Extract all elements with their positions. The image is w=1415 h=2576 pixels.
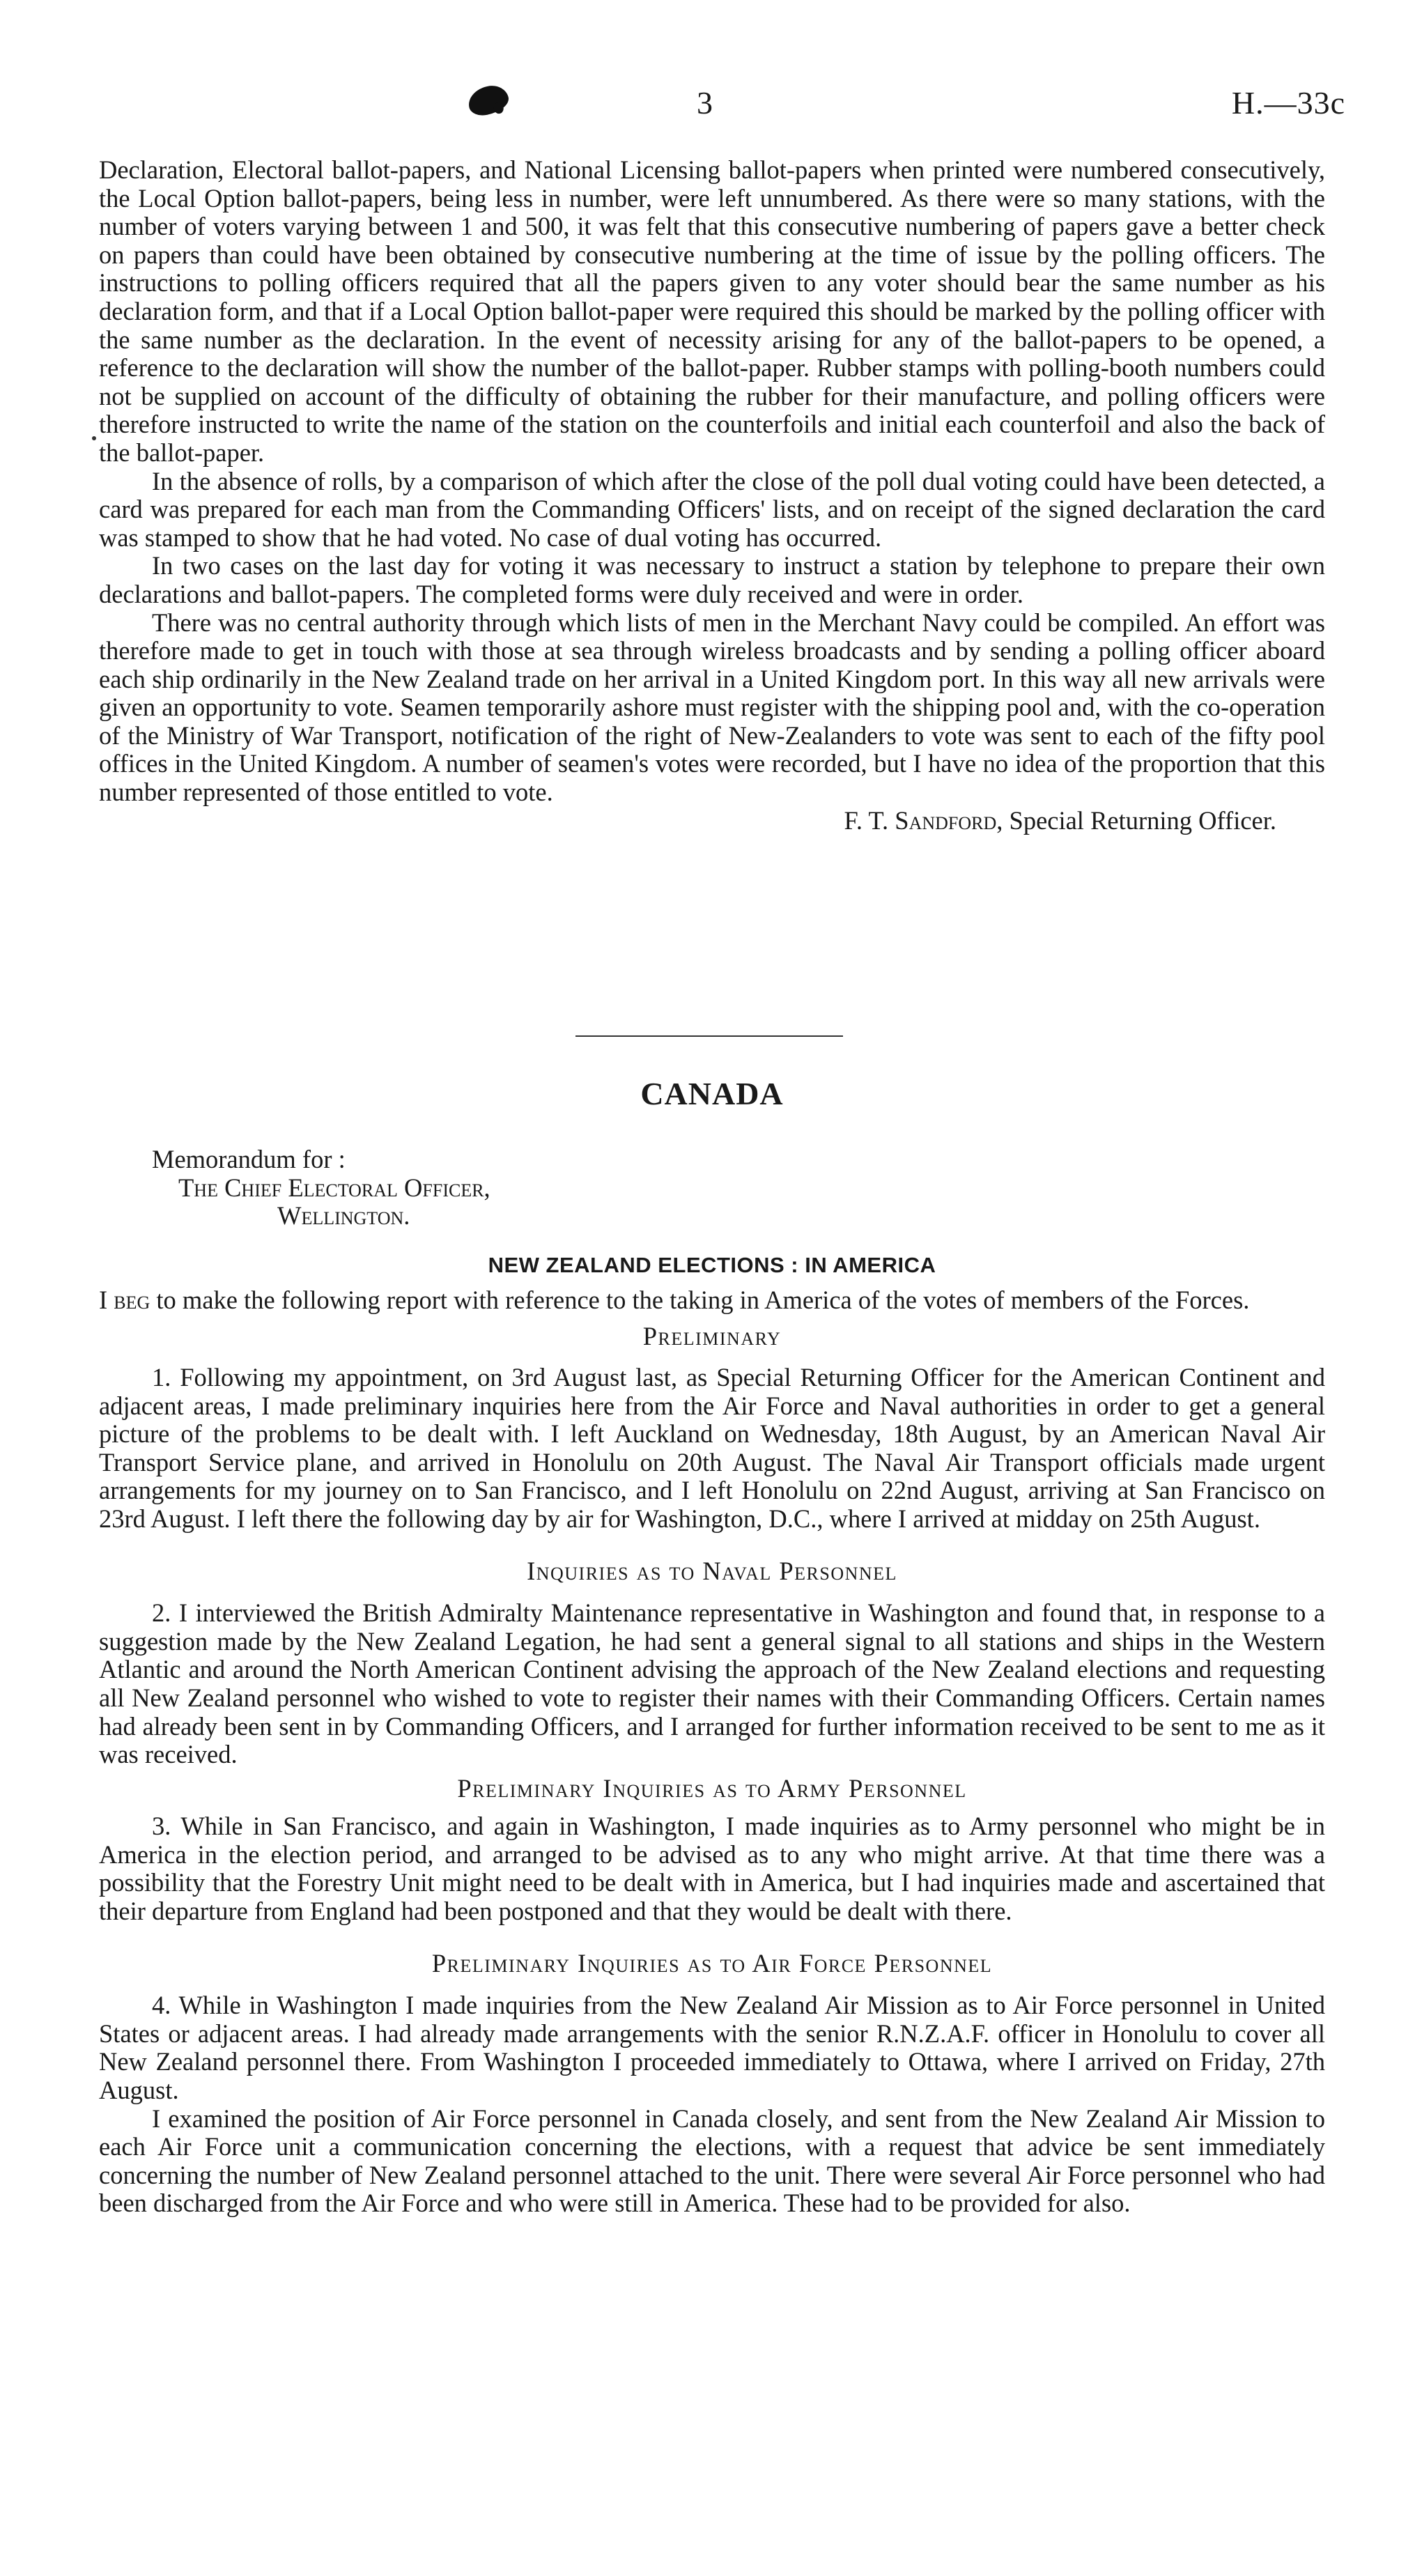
intro-paragraph: In the absence of rolls, by a comparison of which after the close of the poll dual voting could have been detected, a card was prepared for each man from the Commanding Officers' lists, and on receipt of the signed declaration the card was stamped to show that he had voted. No case of dual voting has occurred. [99,466,1325,552]
intro-text-block [99,156,1325,835]
section-heading-naval: Inquiries as to Naval Personnel [527,1556,897,1585]
intro-paragraph: Declaration, Electoral ballot-papers, and National Licensing ballot-papers when printed were numbered consecutively, the Local Option ballot-papers, being less in number, were left unnumbered. As there were so many stations, with the number of voters varying between 1 and 500, it was felt that this consecutive numbering of papers gave a better check on papers than could have been obtained by consecutive numbering at the time of issue by the polling officers. The instructions to polling officers required that all the papers given to any voter should bear the same number as his declaration form, and that if a Local Option ballot-paper were required this should be marked by the polling officer with the same number as the declaration. In the event of necessity arising for any of the ballot-papers to be opened, a reference to the declaration will show the number of the ballot-paper. Rubber stamps with polling-booth numbers could not be supplied on account of the difficulty of obtaining the rubber for their manufacture, and polling officers were therefore instructed to write the name of the station on the counterfoils and initial each counterfoil and also the back of the ballot-paper. [99,155,1325,467]
intro-paragraph: In two cases on the last day for voting it was necessary to instruct a station by telephone to prepare their own declarations and ballot-papers. The completed forms were duly received and were in order. [99,551,1325,608]
page-number: 3 [697,85,713,121]
signature-surname: Sandford [895,805,997,835]
report-subject: NEW ZEALAND ELECTIONS : IN AMERICA [488,1252,936,1277]
signature-title: , Special Returning Officer. [996,805,1276,835]
section-paragraph: 3. While in San Francisco, and again in Washington, I made inquiries as to Army personnel who might be in America in the election period, and arranged to be advised as to any who might arrive. At that time there was a possibility that the Forestry Unit might need to be dealt with in America, but I had inquiries made and ascertained that their departure from England had been postponed and that they would be dealt with there. [99,1812,1325,1926]
section-divider [575,1035,843,1037]
addressee-line-1: The Chief Electoral Officer, [178,1173,490,1202]
canada-section [99,1073,1325,2218]
signature-name-prefix: F. T. [844,805,895,835]
opening-paragraph [99,1286,1325,1315]
opening-first-word: I beg [99,1285,150,1314]
section-heading-army: Preliminary Inquiries as to Army Personnel [457,1773,967,1803]
memo-label: Memorandum for : [152,1145,346,1173]
opening-rest: to make the following report with reference to the taking in America of the votes of members of the Forces. [150,1285,1250,1314]
country-heading: CANADA [640,1076,784,1111]
section-paragraph: 2. I interviewed the British Admiralty Maintenance representative in Washington and found that, in response to a suggestion made by the New Zealand Legation, he had sent a general signal to all stations and ships in the Western Atlantic and around the North American Continent advising the approach of the New Zealand elections and requesting all New Zealand personnel who wished to vote to register their names with their Commanding Officers. Certain names had already been sent in by Commanding Officers, and I arranged for further information received to be sent to me as it was received. [99,1598,1325,1769]
document-code: H.—33c [1231,85,1345,121]
intro-paragraph: There was no central authority through which lists of men in the Merchant Navy could be compiled. An effort was therefore made to get in touch with those at sea through wireless broadcasts and by sending a polling officer aboard each ship ordinarily in the New Zealand trade on her arrival in a United Kingdom port. In this way all new arrivals were given an opportunity to vote. Seamen temporarily ashore must register with the shipping pool and, with the co-operation of the Ministry of War Transport, notification of the right of New-Zealanders to vote was sent to each of the fifty pool offices in the United Kingdom. A number of seamen's votes were recorded, but I have no idea of the proportion that this number represented of those entitled to vote. [99,608,1325,807]
section-paragraph: 1. Following my appointment, on 3rd August last, as Special Returning Officer for the American Continent and adjacent areas, I made preliminary inquiries here from the Air Force and Naval authorities in order to get a general picture of the problems to be dealt with. I left Auckland on Wednesday, 18th August, by an American Naval Air Transport Service plane, and arrived in Honolulu on 20th August. The Naval Air Transport officials made urgent arrangements for my journey on to San Francisco, and I left Honolulu on 22nd August, arriving at San Francisco on 23rd August. I left there the following day by air for Washington, D.C., where I arrived at midday on 25th August. [99,1362,1325,1533]
addressee-line-2: Wellington. [277,1201,410,1231]
section-paragraph: 4. While in Washington I made inquiries from the New Zealand Air Mission as to Air Force personnel in United States or adjacent areas. I had already made arrangements with the senior R.N.Z.A.F. officer in Honolulu to cover all New Zealand personnel there. From Washington I proceeded immediately to Ottawa, where I arrived on Friday, 27th August. [99,1991,1325,2105]
section-heading-air-force: Preliminary Inquiries as to Air Force Personnel [431,1948,993,1977]
ink-blot-mark [465,82,511,118]
signature-line [99,807,1325,835]
section-heading-preliminary: Preliminary [642,1322,782,1351]
section-paragraph: I examined the position of Air Force personnel in Canada closely, and sent from the New Zealand Air Mission to each Air Force unit a communication concerning the elections, with a request that advice be sent immediately concerning the number of New Zealand personnel attached to the unit. There were several Air Force personnel who had been discharged from the Air Force and who were still in America. These had to be provided for also. [99,2104,1325,2218]
margin-dot [92,436,96,440]
